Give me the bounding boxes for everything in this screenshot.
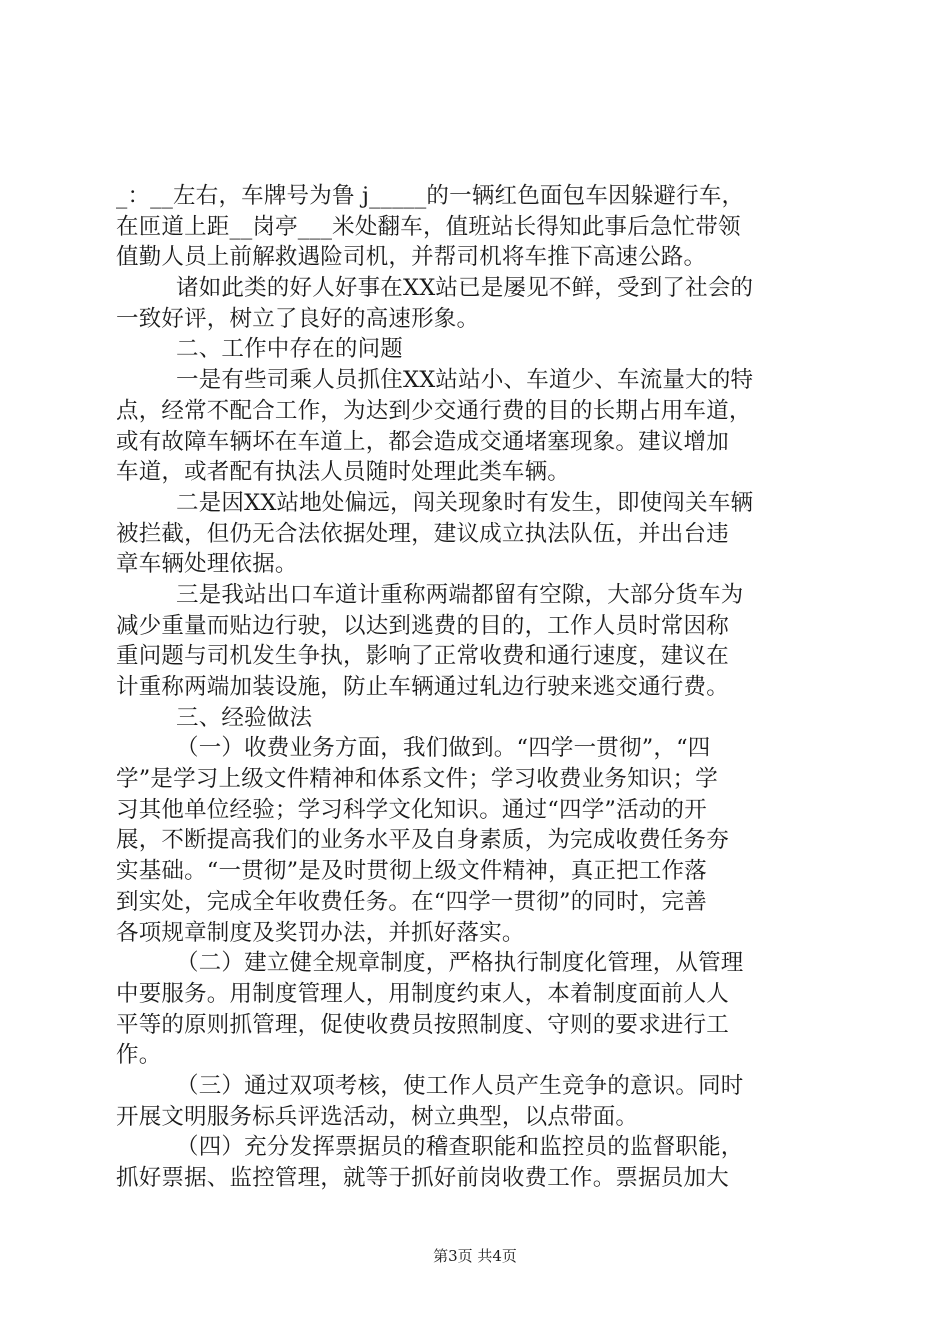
paragraph-first-line: 三是我站出口车道计重称两端都留有空隙，大部分货车为: [176, 582, 744, 608]
text-line: 计重称两端加装设施，防止车辆通过轧边行驶来逃交通行费。: [116, 674, 729, 700]
section-heading: 三、经验做法: [176, 705, 313, 731]
text-line: 抓好票据、监控管理，就等于抓好前岗收费工作。票据员加大: [116, 1165, 729, 1191]
paragraph-first-line: （四）充分发挥票据员的稽查职能和监控员的监督职能，: [176, 1134, 744, 1160]
text-line: 点，经常不配合工作，为达到少交通行费的目的长期占用车道，: [116, 398, 752, 424]
page-number: 第3页 共4页: [433, 1247, 517, 1265]
paragraph-first-line: （二）建立健全规章制度，严格执行制度化管理，从管理: [176, 950, 744, 976]
text-line: 减少重量而贴边行驶，以达到逃费的目的，工作人员时常因称: [116, 613, 729, 639]
text-line: 开展文明服务标兵评选活动，树立典型，以点带面。: [116, 1104, 639, 1130]
text-line: 实基础。“一贯彻”是及时贯彻上级文件精神，真正把工作落: [116, 858, 707, 884]
text-line: 在匝道上距__岗亭___米处翻车，值班站长得知此事后急忙带领: [116, 214, 741, 240]
text-line: 平等的原则抓管理，促使收费员按照制度、守则的要求进行工: [116, 1012, 729, 1038]
paragraph-first-line: （一）收费业务方面，我们做到。“四学一贯彻”，“四: [176, 735, 711, 761]
text-line: 作。: [116, 1042, 162, 1068]
paragraph-first-line: （三）通过双项考核，使工作人员产生竞争的意识。同时: [176, 1073, 744, 1099]
paragraph-first-line: 诸如此类的好人好事在XX站已是屡见不鲜，受到了社会的: [176, 275, 754, 301]
paragraph-first-line: 一是有些司乘人员抓住XX站站小、车道少、车流量大的特: [176, 367, 754, 393]
section-heading: 二、工作中存在的问题: [176, 336, 404, 362]
text-line: _：__左右，车牌号为鲁 j_____的一辆红色面包车因躲避行车，: [116, 183, 745, 209]
text-line: 习其他单位经验；学习科学文化知识。通过“四学”活动的开: [116, 797, 707, 823]
text-line: 或有故障车辆坏在车道上，都会造成交通堵塞现象。建议增加: [116, 429, 729, 455]
text-line: 车道，或者配有执法人员随时处理此类车辆。: [116, 459, 571, 485]
text-line: 重问题与司机发生争执，影响了正常收费和通行速度，建议在: [116, 643, 729, 669]
text-line: 一致好评，树立了良好的高速形象。: [116, 306, 480, 332]
text-line: 展，不断提高我们的业务水平及自身素质，为完成收费任务夯: [116, 827, 729, 853]
text-line: 学”是学习上级文件精神和体系文件；学习收费业务知识；学: [116, 766, 718, 792]
text-line: 中要服务。用制度管理人，用制度约束人，本着制度面前人人: [116, 981, 729, 1007]
text-line: 值勤人员上前解救遇险司机，并帮司机将车推下高速公路。: [116, 244, 707, 270]
text-line: 各项规章制度及奖罚办法，并抓好落实。: [116, 920, 525, 946]
text-line: 章车辆处理依据。: [116, 551, 298, 577]
text-line: 被拦截，但仍无合法依据处理，建议成立执法队伍，并出台违: [116, 521, 729, 547]
text-line: 到实处，完成全年收费任务。在“四学一贯彻”的同时，完善: [116, 889, 707, 915]
paragraph-first-line: 二是因XX站地处偏远，闯关现象时有发生，即使闯关车辆: [176, 490, 754, 516]
